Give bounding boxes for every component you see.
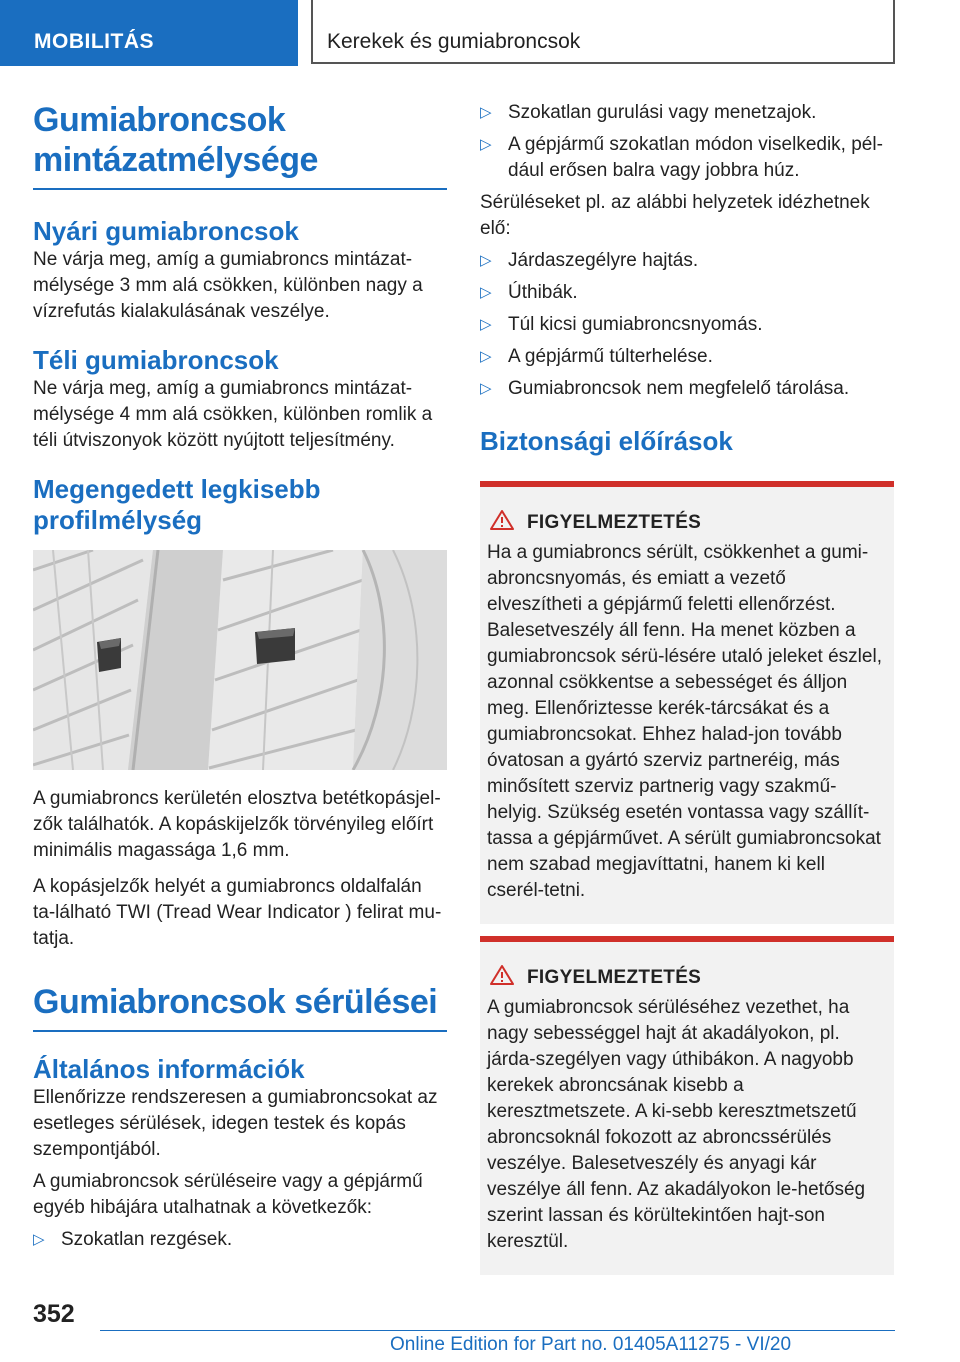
heading-winter-tires: Téli gumiabroncsok [33, 345, 279, 375]
list-item [480, 312, 894, 338]
bullet-triangle-icon: ▷ [480, 348, 492, 365]
left-column [33, 100, 447, 1253]
page-number: 352 [33, 1300, 75, 1328]
list-item [480, 344, 894, 370]
heading-tire-damage: Gumiabroncsok sérülései [33, 983, 438, 1021]
warning-text: A gumiabroncsok sérüléséhez vezethet, ha nagy sebességgel hajt át akadályokon, pl. járda-szegélyen vagy úthibákon. A nagyobb kerekek abroncsának kisebb a keresztmetszete. A ki-sebb keresztmetszetű abroncsoknál fokozott az abroncssérülés veszélye. Balesetveszély és anyagi kár veszélye áll fenn. Az akadályokon le-hetőség szerint lassan és körültekintően hajt-son keresztül. [487, 997, 866, 1252]
warning-heading [487, 509, 886, 536]
bullet-triangle-icon: ▷ [480, 284, 492, 301]
list-item [480, 132, 894, 184]
list-item-text: A gépjármű szokatlan módon viselkedik, pél-dául erősen balra vagy jobbra húz. [508, 134, 883, 181]
edition-label: Online Edition for Part no. 01405A11275 - VI/20 [390, 1334, 792, 1355]
bullet-triangle-icon: ▷ [480, 136, 492, 153]
heading-min-tread [33, 474, 447, 536]
warning-box-2 [480, 936, 894, 1275]
list-item [480, 100, 894, 126]
paragraph-damage-signs: A gumiabroncsok sérüléseire vagy a gépjármű egyéb hibájára utalhatnak a következők: [33, 1171, 423, 1218]
page-header [0, 0, 960, 66]
warning-title: FIGYELMEZTETÉS [527, 512, 702, 533]
heading-tread-depth-line1: Gumiabroncsok [33, 101, 286, 139]
paragraph-check-tires: Ellenőrizze rendszeresen a gumiabroncsokat az esetleges sérülések, idegen testek és kopás szempontjából. [33, 1087, 438, 1160]
list-item [480, 280, 894, 306]
heading-summer-tires: Nyári gumiabroncsok [33, 216, 299, 246]
list-item-text: A gépjármű túlterhelése. [508, 346, 713, 367]
paragraph-summer: Ne várja meg, amíg a gumiabroncs mintázat-mélysége 3 mm alá csökken, különben nagy a vízrefutás kialakulásának veszélye. [33, 249, 423, 322]
list-item-text: Járdaszegélyre hajtás. [508, 250, 699, 271]
heading-tread-depth [33, 100, 447, 180]
warning-triangle-icon [489, 964, 515, 986]
tread-illustration [33, 550, 447, 770]
list-item [33, 1227, 447, 1253]
warning-text: Ha a gumiabroncs sérült, csökkenhet a gumi-abroncsnyomás, és emiatt a vezető elveszítheti a gépjármű feletti ellenőrzést. Balesetveszély áll fenn. Ha menet közben a gumiabroncsok sérü-lésére utaló jeleket észlel, azonnal csökkentse a sebességet és álljon meg. Ellenőriztesse kerék-tárcsákat és a gumiabroncsokat. Ehhez halad-jon tovább óvatosan a gyártó szerviz partneréig, más minősített szerviz partnerig vagy szakmű-helyig. Szükség esetén vontassa vagy szállít-tassa a gépjárművet. A sérült gumiabroncsokat nem szabad megjavíttatni, hanem ki kell cserél-tetni. [487, 542, 882, 901]
heading-general-info: Általános információk [33, 1054, 305, 1084]
list-item-text: Gumiabroncsok nem megfelelő tárolása. [508, 378, 850, 399]
paragraph-twi: A kopásjelzők helyét a gumiabroncs oldalfalán ta-lálható TWI (Tread Wear Indicator ) felirat mu-tatja. [33, 876, 442, 949]
list-item-text: Úthibák. [508, 282, 578, 303]
paragraph-damage-causes: Sérüléseket pl. az alábbi helyzetek idézhetnek elő: [480, 192, 870, 239]
right-column [480, 100, 894, 1275]
warning-heading [487, 964, 886, 991]
list-item-text: Szokatlan rezgések. [61, 1229, 233, 1250]
heading-min-tread-line1: Megengedett legkisebb [33, 474, 321, 504]
heading-safety-rules: Biztonsági előírások [480, 426, 733, 456]
heading-rule-damage [33, 1030, 447, 1032]
list-item-text: Túl kicsi gumiabroncsnyomás. [508, 314, 763, 335]
heading-tread-depth-line2: mintázatmélysége [33, 141, 318, 179]
list-item [480, 376, 894, 402]
heading-rule [33, 188, 447, 190]
bullet-triangle-icon: ▷ [480, 316, 492, 333]
list-item-text: Szokatlan gurulási vagy menetzajok. [508, 102, 817, 123]
paragraph-winter: Ne várja meg, amíg a gumiabroncs mintázat-mélysége 4 mm alá csökken, különben romlik a téli útviszonyok között nyújtott teljesítmény. [33, 378, 433, 451]
bullet-triangle-icon: ▷ [480, 252, 492, 269]
bullet-triangle-icon: ▷ [33, 1231, 45, 1248]
chapter-tab: Kerekek és gumiabroncsok [311, 0, 895, 64]
list-item [480, 248, 894, 274]
bullet-triangle-icon: ▷ [480, 104, 492, 121]
paragraph-wear-indicators: A gumiabroncs kerületén elosztva betétkopásjel-zők találhatók. A kopáskijelzők törvényileg előírt minimális magassága 1,6 mm. [33, 788, 441, 861]
warning-triangle-icon [489, 509, 515, 531]
heading-min-tread-line2: profilmélység [33, 505, 203, 535]
warning-box-1 [480, 481, 894, 924]
footer-rule [100, 1330, 895, 1331]
section-tab: MOBILITÁS [0, 0, 298, 66]
warning-title: FIGYELMEZTETÉS [527, 967, 702, 988]
bullet-triangle-icon: ▷ [480, 380, 492, 397]
